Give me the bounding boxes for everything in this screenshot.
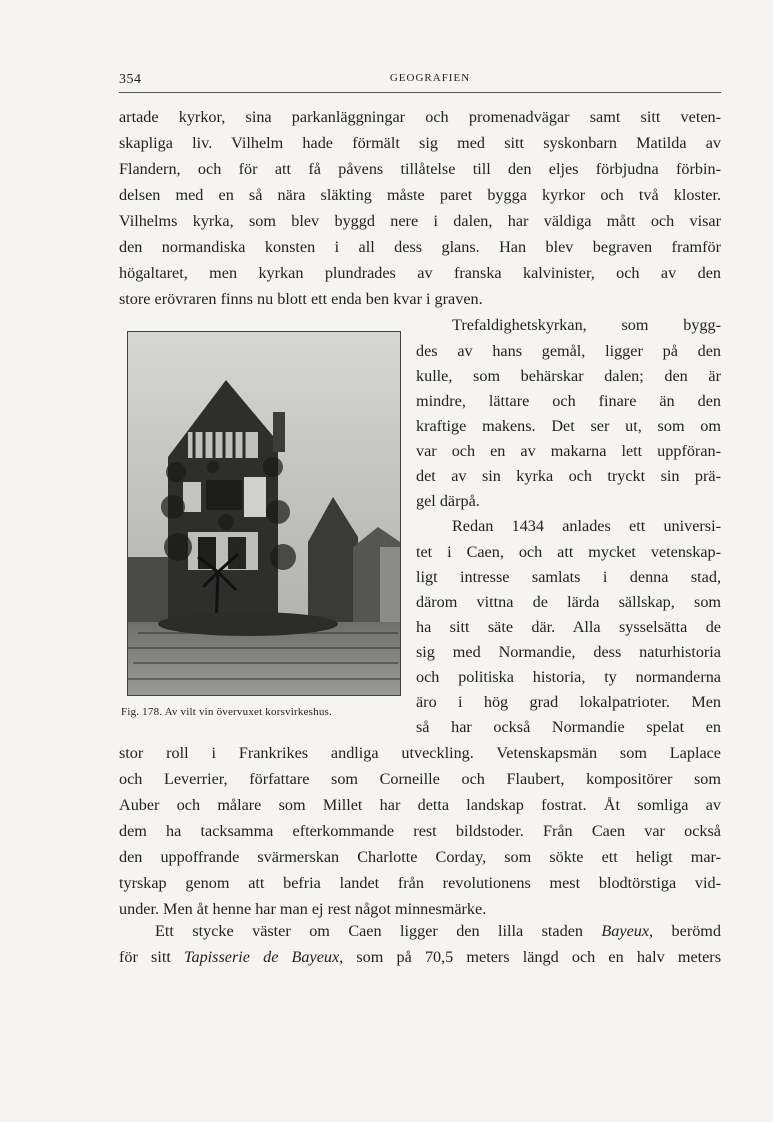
- text-line: den uppoffrande svärmerskan Charlotte Corday, som sökte ett heligt mar-: [119, 848, 721, 866]
- text-line: des av hans gemål, ligger på den: [416, 342, 721, 360]
- text-run: Ett stycke väster om Caen ligger den lilla staden: [155, 922, 602, 940]
- text-line: därom vittna de lärda sällskap, som: [416, 593, 721, 611]
- text-line: och Leverrier, författare som Corneille och Flaubert, kompositörer som: [119, 770, 721, 788]
- text-line: äro i hög grad lokalpatrioter. Men: [416, 693, 721, 711]
- text-line: kraftige makens. Det ser ut, som om: [416, 417, 721, 435]
- text-line: och politiska historia, ty normanderna: [416, 668, 721, 686]
- page-header: [119, 70, 721, 92]
- header-rule: [119, 92, 721, 93]
- text-line: den normandiska konsten i all dess glans. Han blev begraven framför: [119, 238, 721, 256]
- figure-photo-timbered-house: [127, 331, 401, 696]
- text-line: tyrskap genom att befria landet från revolutionens mest blodtörstiga vid-: [119, 874, 721, 892]
- italic-title: Bayeux,: [601, 922, 654, 940]
- text-line: artade kyrkor, sina parkanläggningar och promenadvägar samt sitt veten-: [119, 108, 721, 126]
- text-run: berömd: [653, 922, 721, 940]
- text-run: för sitt: [119, 948, 184, 966]
- figure-caption: Fig. 178. Av vilt vin övervuxet korsvirkeshus.: [121, 706, 332, 718]
- text-line: var och en av makarna lett uppföran-: [416, 442, 721, 460]
- page-number: 354: [119, 72, 142, 87]
- text-line: Trefaldighetskyrkan, som bygg-: [452, 316, 721, 334]
- text-line: det av sin kyrka och tryckt sin prä-: [416, 467, 721, 485]
- text-line: skapliga liv. Vilhelm hade förmält sig med sitt syskonbarn Matilda av: [119, 134, 721, 152]
- text-line: sig med Normandie, dess naturhistoria: [416, 643, 721, 661]
- text-line: stor roll i Frankrikes andliga utveckling. Vetenskapsmän som Laplace: [119, 744, 721, 762]
- text-line: mindre, lättare och finare än den: [416, 392, 721, 410]
- text-line: under. Men åt henne har man ej rest något minnesmärke.: [119, 900, 487, 918]
- text-line: Redan 1434 anlades ett universi-: [452, 517, 721, 535]
- text-line: ha sitt säte där. Alla sysselsätta de: [416, 618, 721, 636]
- text-line: delsen med en så nära släkting måste paret bygga kyrkor och två kloster.: [119, 186, 721, 204]
- text-line: Auber och målare som Millet har detta landskap fostrat. Åt somliga av: [119, 796, 721, 814]
- text-line: [119, 947, 721, 967]
- text-line: så har också Normandie spelat en: [416, 718, 721, 736]
- text-line: gel därpå.: [416, 492, 480, 510]
- running-title: GEOGRAFIEN: [389, 72, 471, 84]
- text-line: store erövraren finns nu blott ett enda ben kvar i graven.: [119, 290, 483, 308]
- text-line: dem ha tacksamma efterkommande rest bildstoder. Från Caen var också: [119, 822, 721, 840]
- italic-title: Tapisserie de Bayeux,: [183, 948, 344, 966]
- house-illustration: [128, 332, 400, 695]
- text-line: ligt intresse samlats i denna stad,: [416, 568, 721, 586]
- text-line: kulle, som behärskar dalen; den är: [416, 367, 721, 385]
- text-line: [119, 921, 721, 941]
- text-line: högaltaret, men kyrkan plundrades av franska kalvinister, och av den: [119, 264, 721, 282]
- text-run: som på 70,5 meters längd och en halv meters: [343, 948, 721, 966]
- text-line: Vilhelms kyrka, som blev byggd nere i dalen, har väldiga mått och visar: [119, 212, 721, 230]
- text-line: tet i Caen, och att mycket vetenskap-: [416, 543, 721, 561]
- text-line: Flandern, och för att få påvens tillåtelse till den eljes förbjudna förbin-: [119, 160, 721, 178]
